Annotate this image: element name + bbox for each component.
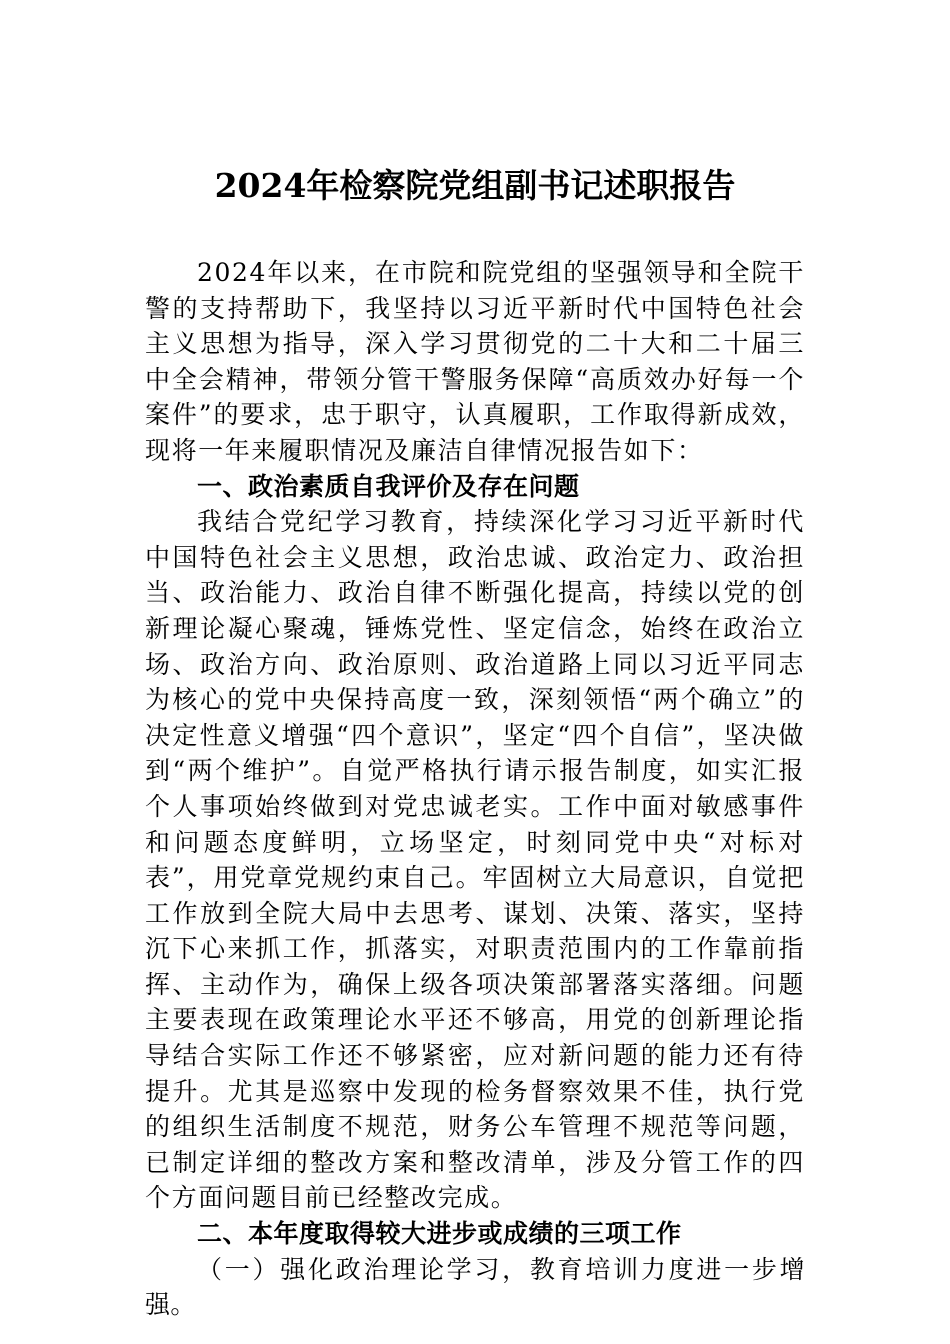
section-heading-1: 一、政治素质自我评价及存在问题 (197, 471, 580, 501)
section-1-paragraph: 我结合党纪学习教育，持续深化学习习近平新时代中国特色社会主义思想，政治忠诚、政治定力、政治担当、政治能力、政治自律不断强化提高，持续以党的创新理论凝心聚魂，锤炼党性、坚定信念，始终在政治立场、政治方向、政治原则、政治道路上同以习近平同志为核心的党中央保持高度一致，深刻领悟“两个确立”的决定性意义增强“四个意识”，坚定“四个自信”，坚决做到“两个维护”。自觉严格执行请示报告制度，如实汇报个人事项始终做到对党忠诚老实。工作中面对敏感事件和问题态度鲜明，立场坚定，时刻同党中央“对标对表”，用党章党规约束自己。牢固树立大局意识，自觉把工作放到全院大局中去思考、谋划、决策、落实，坚持沉下心来抓工作，抓落实，对职责范围内的工作靠前指挥、主动作为，确保上级各项决策部署落实落细。问题主要表现在政策理论水平还不够高，用党的创新理论指导结合实际工作还不够紧密，应对新问题的能力还有待提升。尤其是巡察中发现的检务督察效果不佳，执行党的组织生活制度不规范，财务公车管理不规范等问题，已制定详细的整改方案和整改清单，涉及分管工作的四个方面问题目前已经整改完成。 (145, 507, 805, 1213)
document-body (145, 255, 805, 1323)
document-title: 2024年检察院党组副书记述职报告 (214, 166, 736, 205)
intro-paragraph: 2024年以来，在市院和院党组的坚强领导和全院干警的支持帮助下，我坚持以习近平新时代中国特色社会主义思想为指导，深入学习贯彻党的二十大和二十届三中全会精神，带领分管干警服务保障“高质效办好每一个案件”的要求，忠于职守，认真履职，工作取得新成效，现将一年来履职情况及廉洁自律情况报告如下： (145, 258, 805, 465)
subsection-heading-1: （一）强化政治理论学习，教育培训力度进一步增强。 (145, 1254, 805, 1320)
section-heading-2: 二、本年度取得较大进步或成绩的三项工作 (197, 1219, 682, 1249)
